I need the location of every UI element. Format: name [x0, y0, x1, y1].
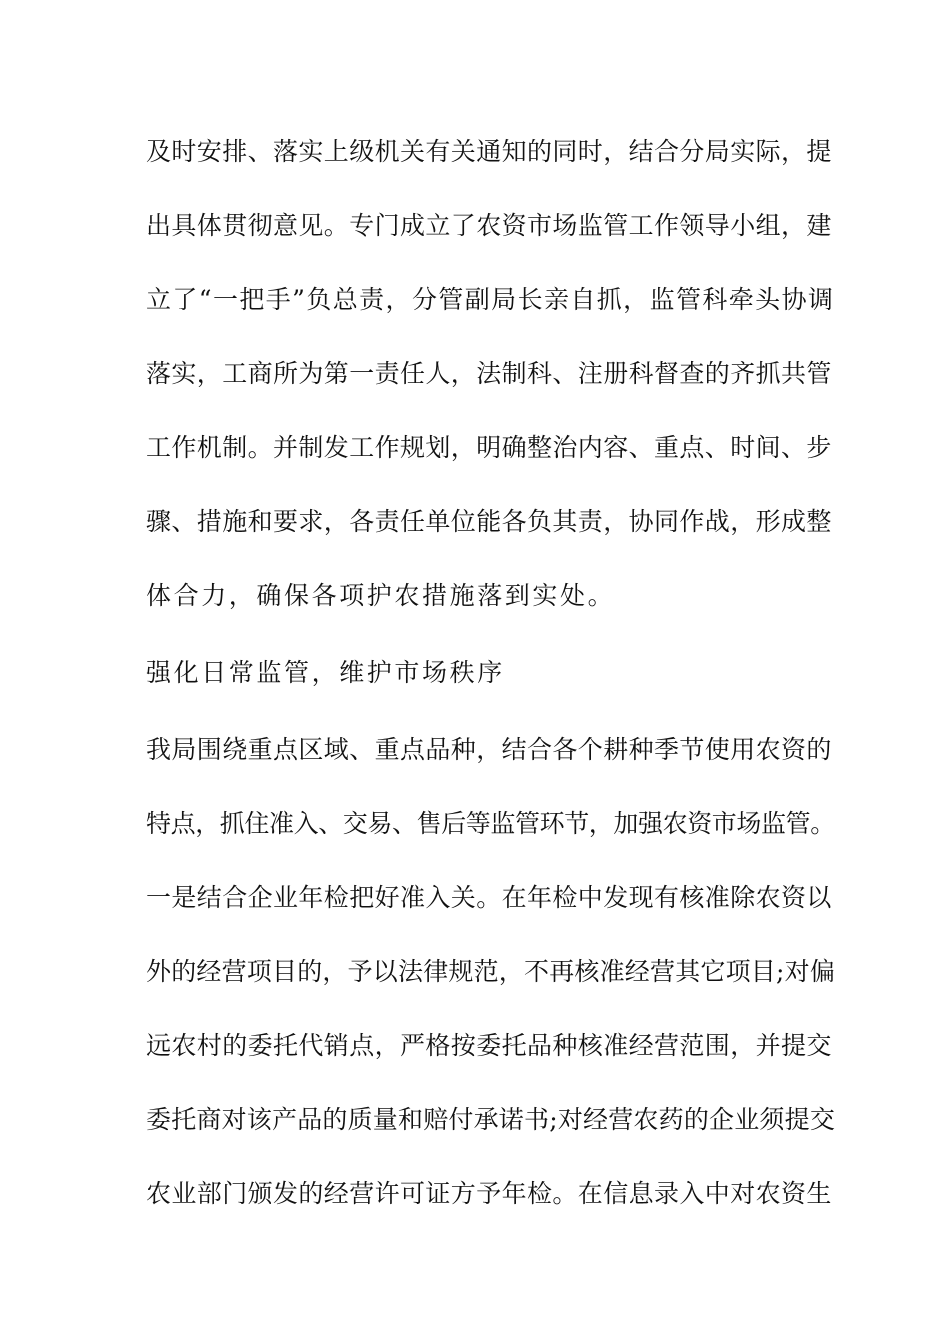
body-text-line: 农业部门颁发的经营许可证方予年检。在信息录入中对农资生 — [146, 1179, 832, 1208]
body-text-line: 委托商对该产品的质量和赔付承诺书;对经营农药的企业须提交 — [146, 1105, 836, 1134]
body-text-line: 我局围绕重点区域、重点品种，结合各个耕种季节使用农资的 — [146, 735, 832, 764]
section-heading: 强化日常监管，维护市场秩序 — [146, 658, 505, 687]
body-text-line: 远农村的委托代销点，严格按委托品种核准经营范围，并提交 — [146, 1031, 832, 1060]
body-text-line: 特点，抓住准入、交易、售后等监管环节，加强农资市场监管。 — [146, 809, 835, 838]
body-text-line: 落实，工商所为第一责任人，法制科、注册科督查的齐抓共管 — [146, 359, 832, 388]
body-text-line: 立了“一把手”负总责，分管副局长亲自抓，监管科牵头协调 — [146, 285, 835, 314]
body-text-line: 出具体贯彻意见。专门成立了农资市场监管工作领导小组，建 — [146, 211, 832, 240]
body-text-line: 及时安排、落实上级机关有关通知的同时，结合分局实际，提 — [146, 137, 832, 166]
body-text-line: 一是结合企业年检把好准入关。在年检中发现有核准除农资以 — [146, 883, 832, 912]
body-text-line: 体合力，确保各项护农措施落到实处。 — [146, 581, 616, 610]
body-text-line: 骤、措施和要求，各责任单位能各负其责，协同作战，形成整 — [146, 507, 832, 536]
body-text-line: 外的经营项目的，予以法律规范，不再核准经营其它项目;对偏 — [146, 957, 836, 986]
body-text-line: 工作机制。并制发工作规划，明确整治内容、重点、时间、步 — [146, 433, 832, 462]
